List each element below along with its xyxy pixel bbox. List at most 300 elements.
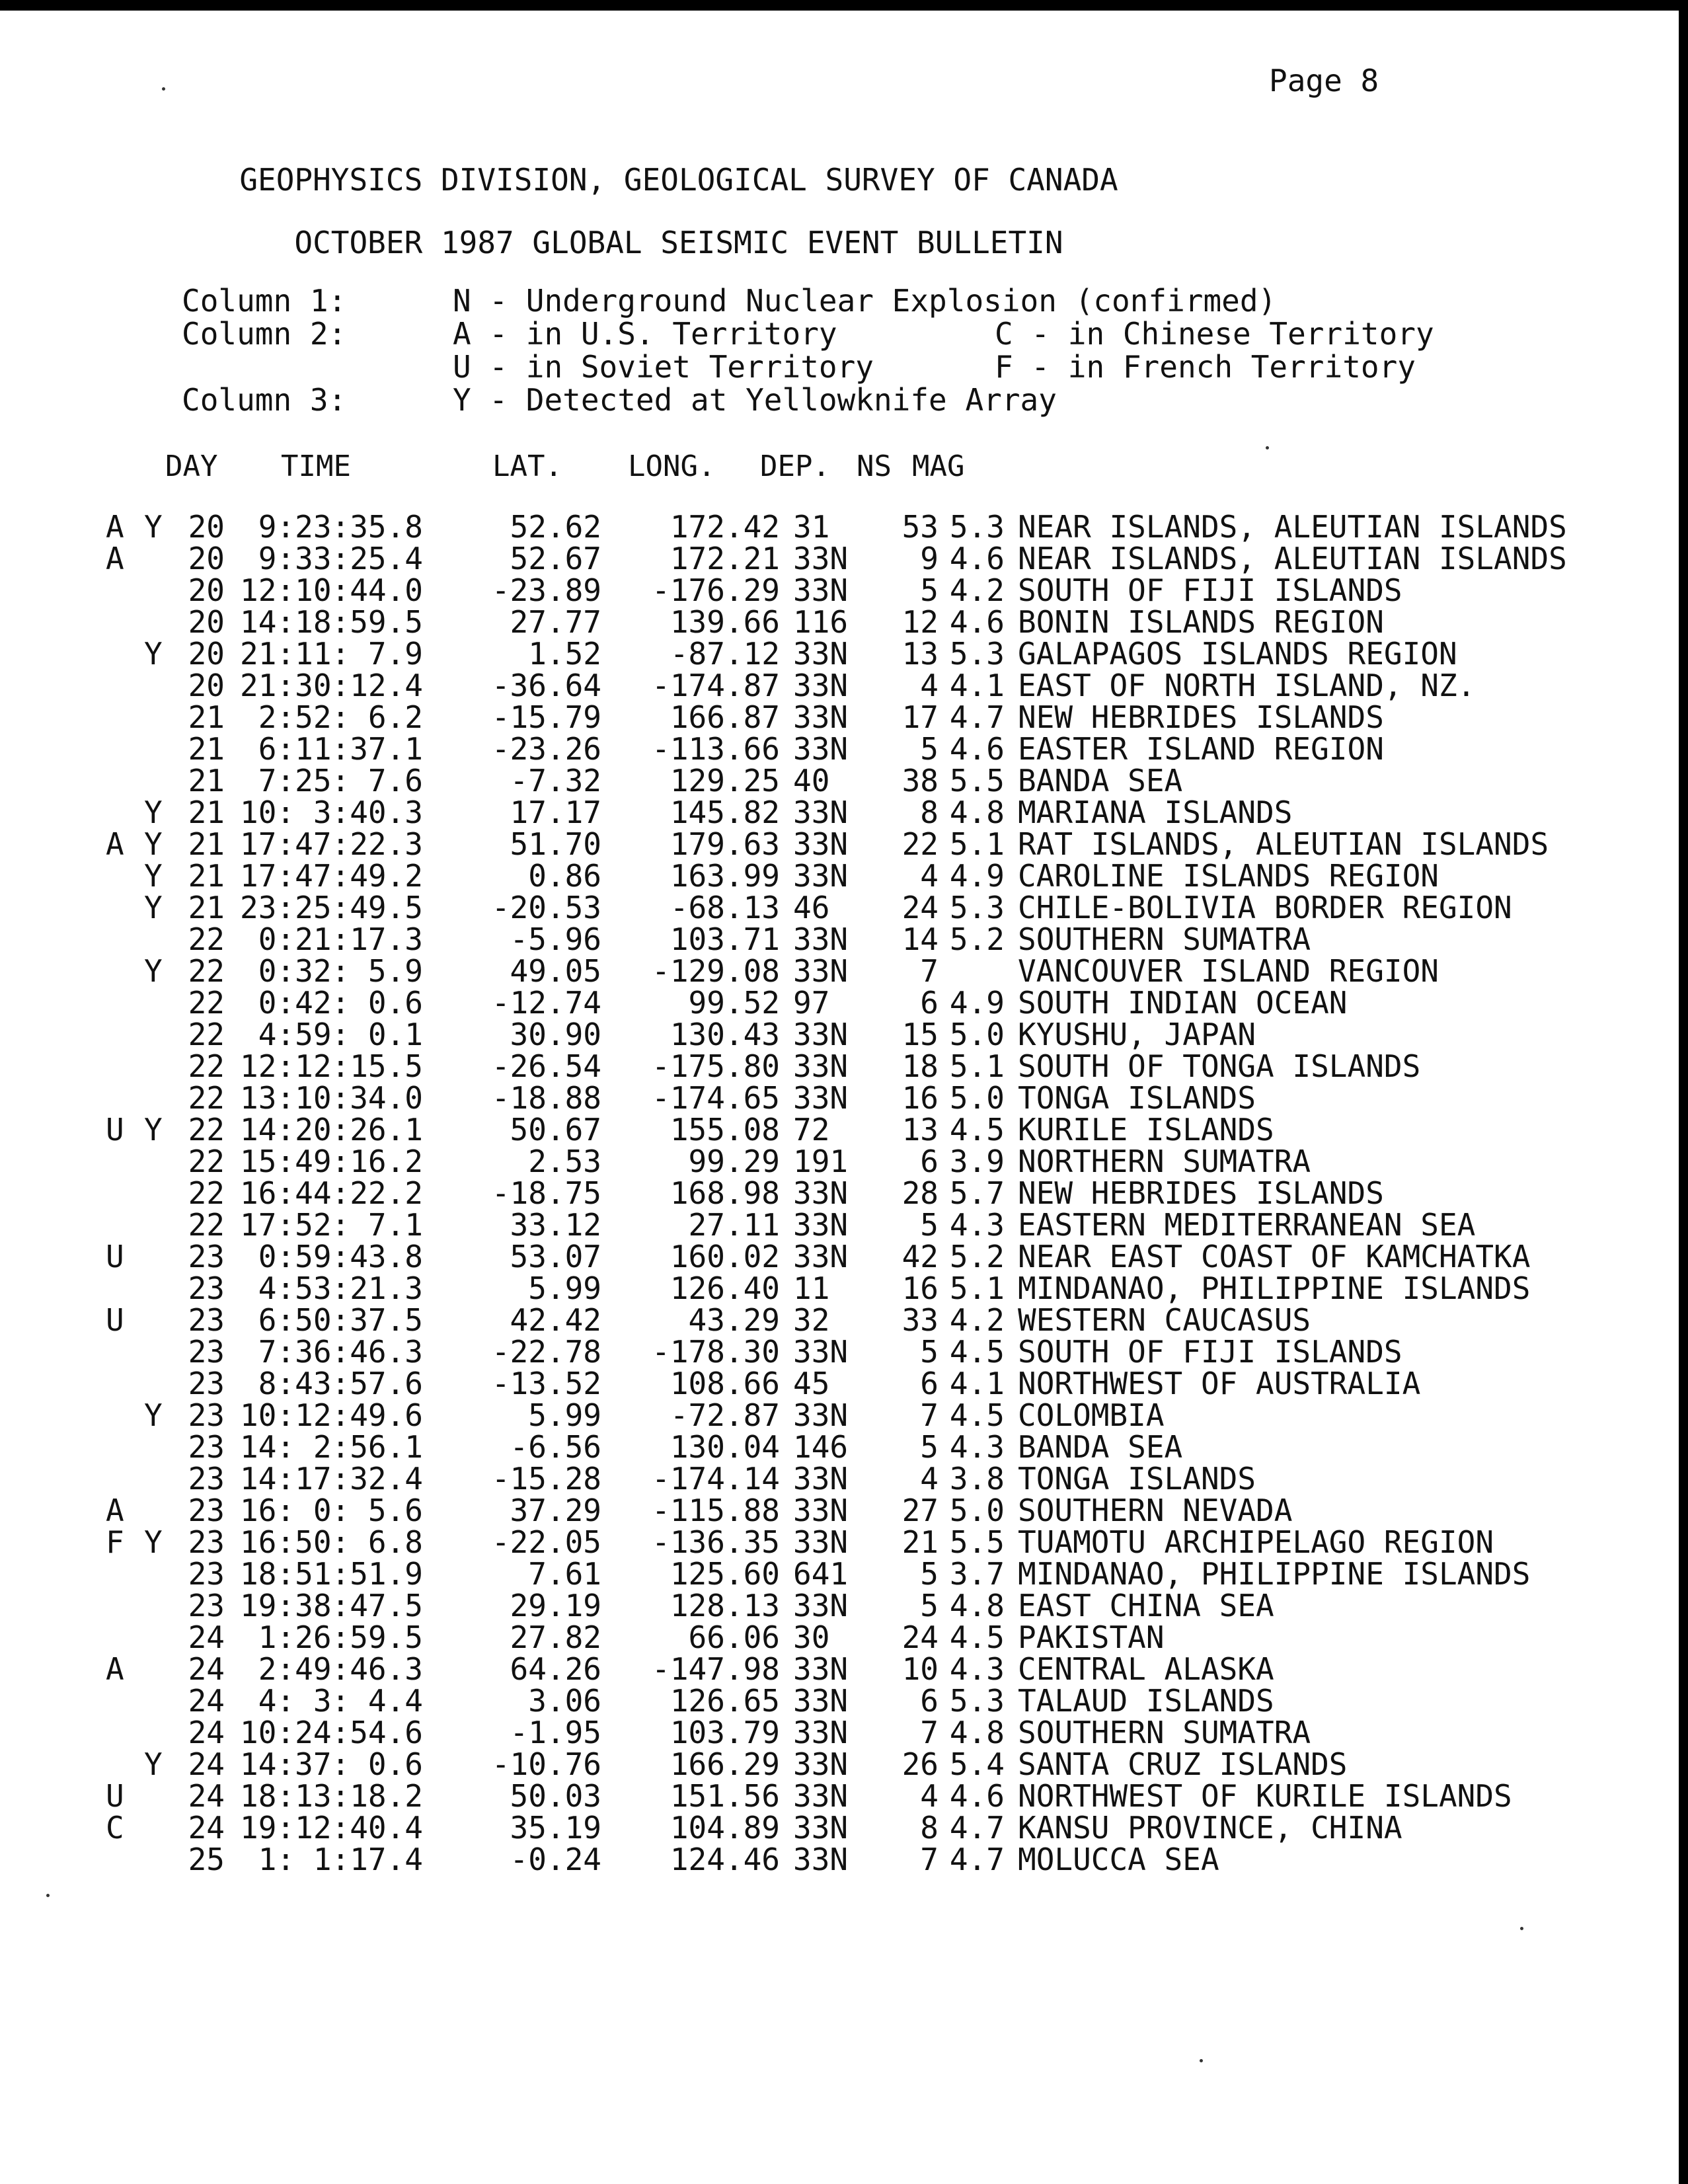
cell-long: 166.87 [670,699,780,735]
cell-day: 22 [188,1017,225,1052]
cell-ns: 5 [920,731,939,767]
cell-ns: 7 [920,953,939,989]
cell-region: SOUTHERN NEVADA [1018,1493,1293,1528]
cell-time: 15:49:16.2 [240,1144,423,1179]
cell-long: -113.66 [652,731,780,767]
cell-region: SOUTH OF FIJI ISLANDS [1018,572,1402,608]
flag-column-1: A [106,541,124,576]
cell-ns: 4 [920,1461,939,1497]
cell-day: 22 [188,1048,225,1084]
legend-label: Column 1: [182,283,347,319]
cell-long: 66.06 [688,1619,780,1655]
cell-mag: 4.6 [949,1778,1005,1814]
flag-column-1: U [106,1302,124,1338]
cell-day: 23 [188,1366,225,1401]
flag-column-2: Y [144,1112,163,1148]
table-row [106,1207,1599,1243]
cell-long: -176.29 [652,572,780,608]
table-row [106,1651,1599,1687]
cell-long: 103.79 [670,1715,780,1750]
cell-mag: 4.1 [949,1366,1005,1401]
cell-mag: 5.2 [949,1239,1005,1274]
legend-row-column-3 [182,383,1434,416]
cell-lat: 17.17 [510,795,601,830]
cell-time: 12:10:44.0 [240,572,423,608]
cell-depth: 33N [793,1842,849,1877]
cell-region: CHILE-BOLIVIA BORDER REGION [1018,890,1512,925]
cell-depth: 116 [793,604,849,640]
cell-lat: -18.88 [491,1080,601,1116]
cell-ns: 24 [902,1619,939,1655]
cell-region: BANDA SEA [1018,763,1183,799]
cell-lat: 7.61 [528,1556,601,1592]
cell-lat: 42.42 [510,1302,601,1338]
cell-region: SOUTHERN SUMATRA [1018,921,1311,957]
cell-ns: 28 [902,1175,939,1211]
table-row [106,668,1599,703]
cell-region: EAST CHINA SEA [1018,1588,1274,1623]
cell-day: 21 [188,731,225,767]
cell-depth: 97 [793,985,830,1021]
cell-day: 20 [188,572,225,608]
cell-depth: 33N [793,1715,849,1750]
legend-row-column-2b [182,350,1434,383]
cell-depth: 45 [793,1366,830,1401]
legend-entry: Y - Detected at Yellowknife Array [453,382,1057,418]
cell-long: 145.82 [670,795,780,830]
cell-depth: 33N [793,1048,849,1084]
cell-lat: -0.24 [510,1842,601,1877]
cell-day: 23 [188,1397,225,1433]
cell-long: 160.02 [670,1239,780,1274]
cell-lat: -23.26 [491,731,601,767]
cell-long: -68.13 [670,890,780,925]
cell-long: -136.35 [652,1524,780,1560]
legend-label: Column 3: [182,382,347,418]
cell-ns: 7 [920,1715,939,1750]
cell-region: COLOMBIA [1018,1397,1165,1433]
legend-row-column-1 [182,284,1434,317]
cell-depth: 33N [793,1397,849,1433]
table-row [106,1144,1599,1179]
flag-column-2: Y [144,1746,163,1782]
scan-speck [1520,1927,1523,1930]
flag-column-2: Y [144,890,163,925]
scan-speck [46,1894,50,1897]
cell-long: 163.99 [670,858,780,894]
cell-day: 20 [188,604,225,640]
cell-region: SOUTH OF TONGA ISLANDS [1018,1048,1421,1084]
cell-day: 21 [188,890,225,925]
flag-column-1: F [106,1524,124,1560]
cell-long: 172.21 [670,541,780,576]
cell-long: 172.42 [670,509,780,545]
flag-column-2: Y [144,1397,163,1433]
cell-lat: -36.64 [491,668,601,703]
cell-ns: 5 [920,1429,939,1465]
cell-long: 27.11 [688,1207,780,1243]
cell-mag: 4.6 [949,731,1005,767]
flag-column-2: Y [144,858,163,894]
cell-ns: 21 [902,1524,939,1560]
cell-lat: -23.89 [491,572,601,608]
cell-lat: 29.19 [510,1588,601,1623]
cell-mag: 3.9 [949,1144,1005,1179]
cell-region: GALAPAGOS ISLANDS REGION [1018,636,1457,672]
cell-time: 1: 1:17.4 [258,1842,423,1877]
flag-column-2: Y [144,826,163,862]
cell-day: 25 [188,1842,225,1877]
cell-time: 14:17:32.4 [240,1461,423,1497]
cell-mag: 5.3 [949,890,1005,925]
cell-day: 22 [188,1112,225,1148]
cell-depth: 33N [793,699,849,735]
cell-long: 43.29 [688,1302,780,1338]
cell-lat: 52.62 [510,509,601,545]
cell-time: 13:10:34.0 [240,1080,423,1116]
table-row [106,1715,1599,1750]
cell-time: 10:24:54.6 [240,1715,423,1750]
document-title: GEOPHYSICS DIVISION, GEOLOGICAL SURVEY OF CANADA [239,162,1118,198]
cell-depth: 33N [793,795,849,830]
cell-region: MOLUCCA SEA [1018,1842,1219,1877]
cell-depth: 33N [793,636,849,672]
cell-long: 126.65 [670,1683,780,1719]
cell-mag: 4.5 [949,1112,1005,1148]
cell-day: 20 [188,509,225,545]
cell-mag: 5.3 [949,636,1005,672]
cell-time: 12:12:15.5 [240,1048,423,1084]
cell-region: NEAR EAST COAST OF KAMCHATKA [1018,1239,1531,1274]
cell-lat: 50.67 [510,1112,601,1148]
cell-depth: 33N [793,1461,849,1497]
cell-lat: -26.54 [491,1048,601,1084]
cell-time: 19:12:40.4 [240,1810,423,1846]
header-day: DAY [165,449,218,483]
cell-mag: 4.3 [949,1429,1005,1465]
table-row [106,509,1599,545]
cell-ns: 8 [920,1810,939,1846]
table-row [106,1619,1599,1655]
table-row [106,1302,1599,1338]
cell-lat: 5.99 [528,1270,601,1306]
scan-border-right [1679,0,1688,2184]
cell-region: TUAMOTU ARCHIPELAGO REGION [1018,1524,1494,1560]
cell-time: 16: 0: 5.6 [240,1493,423,1528]
cell-day: 24 [188,1619,225,1655]
legend-entry: U - in Soviet Territory [453,349,874,385]
cell-mag: 5.7 [949,1175,1005,1211]
cell-time: 0:21:17.3 [258,921,423,957]
cell-ns: 10 [902,1651,939,1687]
cell-region: BANDA SEA [1018,1429,1183,1465]
cell-day: 21 [188,826,225,862]
cell-mag: 4.9 [949,985,1005,1021]
cell-depth: 33N [793,1810,849,1846]
cell-mag: 4.8 [949,795,1005,830]
cell-mag: 5.2 [949,921,1005,957]
table-row [106,1810,1599,1846]
cell-depth: 146 [793,1429,849,1465]
cell-region: RAT ISLANDS, ALEUTIAN ISLANDS [1018,826,1549,862]
cell-mag: 4.7 [949,1842,1005,1877]
cell-mag: 4.3 [949,1207,1005,1243]
cell-region: NORTHWEST OF AUSTRALIA [1018,1366,1421,1401]
cell-long: -129.08 [652,953,780,989]
cell-day: 24 [188,1715,225,1750]
cell-region: NEAR ISLANDS, ALEUTIAN ISLANDS [1018,541,1567,576]
cell-lat: 50.03 [510,1778,601,1814]
table-row [106,1683,1599,1719]
table-row [106,1778,1599,1814]
flag-column-1: A [106,826,124,862]
cell-day: 21 [188,795,225,830]
legend-entry: F - in French Territory [995,349,1416,385]
flag-column-1: C [106,1810,124,1846]
cell-ns: 6 [920,985,939,1021]
cell-day: 24 [188,1683,225,1719]
cell-time: 2:52: 6.2 [258,699,423,735]
cell-depth: 33N [793,668,849,703]
cell-ns: 7 [920,1842,939,1877]
scan-border-top [0,0,1688,11]
cell-long: 124.46 [670,1842,780,1877]
table-row [106,1524,1599,1560]
cell-region: SOUTH OF FIJI ISLANDS [1018,1334,1402,1370]
cell-lat: 2.53 [528,1144,601,1179]
cell-lat: 27.77 [510,604,601,640]
cell-day: 20 [188,541,225,576]
table-row [106,1366,1599,1401]
cell-long: 125.60 [670,1556,780,1592]
cell-ns: 38 [902,763,939,799]
table-row [106,1017,1599,1052]
cell-ns: 13 [902,1112,939,1148]
cell-ns: 13 [902,636,939,672]
cell-ns: 14 [902,921,939,957]
cell-ns: 17 [902,699,939,735]
cell-lat: 0.86 [528,858,601,894]
cell-lat: -5.96 [510,921,601,957]
cell-lat: 53.07 [510,1239,601,1274]
cell-time: 23:25:49.5 [240,890,423,925]
cell-ns: 4 [920,1778,939,1814]
flag-column-2: Y [144,636,163,672]
cell-region: BONIN ISLANDS REGION [1018,604,1384,640]
cell-lat: -7.32 [510,763,601,799]
table-row [106,1556,1599,1592]
cell-ns: 24 [902,890,939,925]
cell-day: 22 [188,1144,225,1179]
cell-mag: 4.1 [949,668,1005,703]
cell-day: 22 [188,1080,225,1116]
cell-depth: 33N [793,1651,849,1687]
cell-ns: 16 [902,1080,939,1116]
scan-speck [162,87,165,91]
table-row [106,1461,1599,1497]
cell-time: 16:44:22.2 [240,1175,423,1211]
legend-entry: C - in Chinese Territory [995,316,1434,352]
cell-region: MARIANA ISLANDS [1018,795,1293,830]
cell-ns: 15 [902,1017,939,1052]
cell-long: -175.80 [652,1048,780,1084]
table-row [106,731,1599,767]
cell-depth: 33N [793,1080,849,1116]
cell-day: 22 [188,1175,225,1211]
cell-region: NEW HEBRIDES ISLANDS [1018,1175,1384,1211]
cell-ns: 9 [920,541,939,576]
cell-ns: 18 [902,1048,939,1084]
flag-column-1: A [106,509,124,545]
cell-time: 21:11: 7.9 [240,636,423,672]
table-row [106,858,1599,894]
cell-long: 129.25 [670,763,780,799]
cell-lat: -10.76 [491,1746,601,1782]
flag-column-1: U [106,1239,124,1274]
header-long: LONG. [628,449,716,483]
flag-column-2: Y [144,509,163,545]
cell-depth: 33N [793,572,849,608]
flag-column-1: A [106,1493,124,1528]
cell-region: NORTHERN SUMATRA [1018,1144,1311,1179]
cell-day: 23 [188,1270,225,1306]
cell-time: 0:42: 0.6 [258,985,423,1021]
cell-time: 17:47:49.2 [240,858,423,894]
cell-day: 24 [188,1746,225,1782]
cell-ns: 5 [920,1334,939,1370]
cell-mag: 4.6 [949,604,1005,640]
cell-lat: 52.67 [510,541,601,576]
cell-depth: 641 [793,1556,849,1592]
cell-ns: 53 [902,509,939,545]
cell-time: 9:33:25.4 [258,541,423,576]
cell-mag: 4.5 [949,1334,1005,1370]
cell-lat: -1.95 [510,1715,601,1750]
cell-day: 23 [188,1588,225,1623]
cell-time: 4:53:21.3 [258,1270,423,1306]
cell-mag: 5.3 [949,509,1005,545]
cell-day: 24 [188,1810,225,1846]
cell-region: EASTERN MEDITERRANEAN SEA [1018,1207,1476,1243]
cell-long: 108.66 [670,1366,780,1401]
table-row [106,1080,1599,1116]
cell-region: MINDANAO, PHILIPPINE ISLANDS [1018,1556,1531,1592]
cell-ns: 5 [920,572,939,608]
cell-depth: 33N [793,858,849,894]
cell-day: 22 [188,953,225,989]
cell-time: 4:59: 0.1 [258,1017,423,1052]
cell-mag: 4.2 [949,1302,1005,1338]
cell-ns: 8 [920,795,939,830]
cell-mag: 3.8 [949,1461,1005,1497]
cell-day: 21 [188,858,225,894]
flag-column-1: U [106,1778,124,1814]
cell-lat: 5.99 [528,1397,601,1433]
table-row [106,985,1599,1021]
page-number: Page 8 [1269,63,1379,98]
cell-lat: 33.12 [510,1207,601,1243]
cell-region: TALAUD ISLANDS [1018,1683,1274,1719]
table-row [106,1588,1599,1623]
cell-day: 21 [188,763,225,799]
cell-region: SOUTH INDIAN OCEAN [1018,985,1348,1021]
column-legend [182,284,1434,416]
legend-label: Column 2: [182,316,347,352]
cell-time: 18:13:18.2 [240,1778,423,1814]
cell-depth: 72 [793,1112,830,1148]
cell-mag: 5.0 [949,1017,1005,1052]
cell-day: 23 [188,1239,225,1274]
cell-mag: 4.7 [949,699,1005,735]
cell-depth: 33N [793,953,849,989]
cell-time: 2:49:46.3 [258,1651,423,1687]
cell-day: 21 [188,699,225,735]
cell-long: 99.52 [688,985,780,1021]
cell-time: 19:38:47.5 [240,1588,423,1623]
cell-depth: 33N [793,1175,849,1211]
cell-long: 166.29 [670,1746,780,1782]
cell-region: KYUSHU, JAPAN [1018,1017,1256,1052]
table-row [106,953,1599,989]
cell-day: 20 [188,636,225,672]
cell-ns: 5 [920,1588,939,1623]
cell-region: VANCOUVER ISLAND REGION [1018,953,1439,989]
cell-time: 14:18:59.5 [240,604,423,640]
cell-depth: 33N [793,1588,849,1623]
table-row [106,826,1599,862]
table-row [106,1048,1599,1084]
cell-depth: 33N [793,1239,849,1274]
cell-lat: -18.75 [491,1175,601,1211]
cell-time: 14: 2:56.1 [240,1429,423,1465]
cell-region: SANTA CRUZ ISLANDS [1018,1746,1348,1782]
cell-ns: 33 [902,1302,939,1338]
table-row [106,1397,1599,1433]
cell-region: TONGA ISLANDS [1018,1461,1256,1497]
cell-time: 14:20:26.1 [240,1112,423,1148]
cell-mag: 4.8 [949,1588,1005,1623]
cell-time: 6:11:37.1 [258,731,423,767]
table-row [106,1746,1599,1782]
scan-speck [1200,2059,1203,2062]
cell-long: -174.87 [652,668,780,703]
cell-day: 24 [188,1778,225,1814]
table-row [106,921,1599,957]
cell-time: 1:26:59.5 [258,1619,423,1655]
cell-region: PAKISTAN [1018,1619,1165,1655]
cell-time: 7:25: 7.6 [258,763,423,799]
cell-long: 130.04 [670,1429,780,1465]
table-row [106,763,1599,799]
table-row [106,1493,1599,1528]
cell-depth: 33N [793,921,849,957]
cell-mag: 4.6 [949,541,1005,576]
cell-long: -87.12 [670,636,780,672]
cell-long: 168.98 [670,1175,780,1211]
header-ns: NS [857,449,892,483]
cell-lat: 51.70 [510,826,601,862]
cell-day: 20 [188,668,225,703]
cell-day: 23 [188,1334,225,1370]
cell-day: 23 [188,1524,225,1560]
cell-time: 0:59:43.8 [258,1239,423,1274]
cell-depth: 46 [793,890,830,925]
cell-day: 23 [188,1556,225,1592]
cell-day: 23 [188,1493,225,1528]
cell-lat: -22.78 [491,1334,601,1370]
cell-long: 139.66 [670,604,780,640]
cell-time: 7:36:46.3 [258,1334,423,1370]
